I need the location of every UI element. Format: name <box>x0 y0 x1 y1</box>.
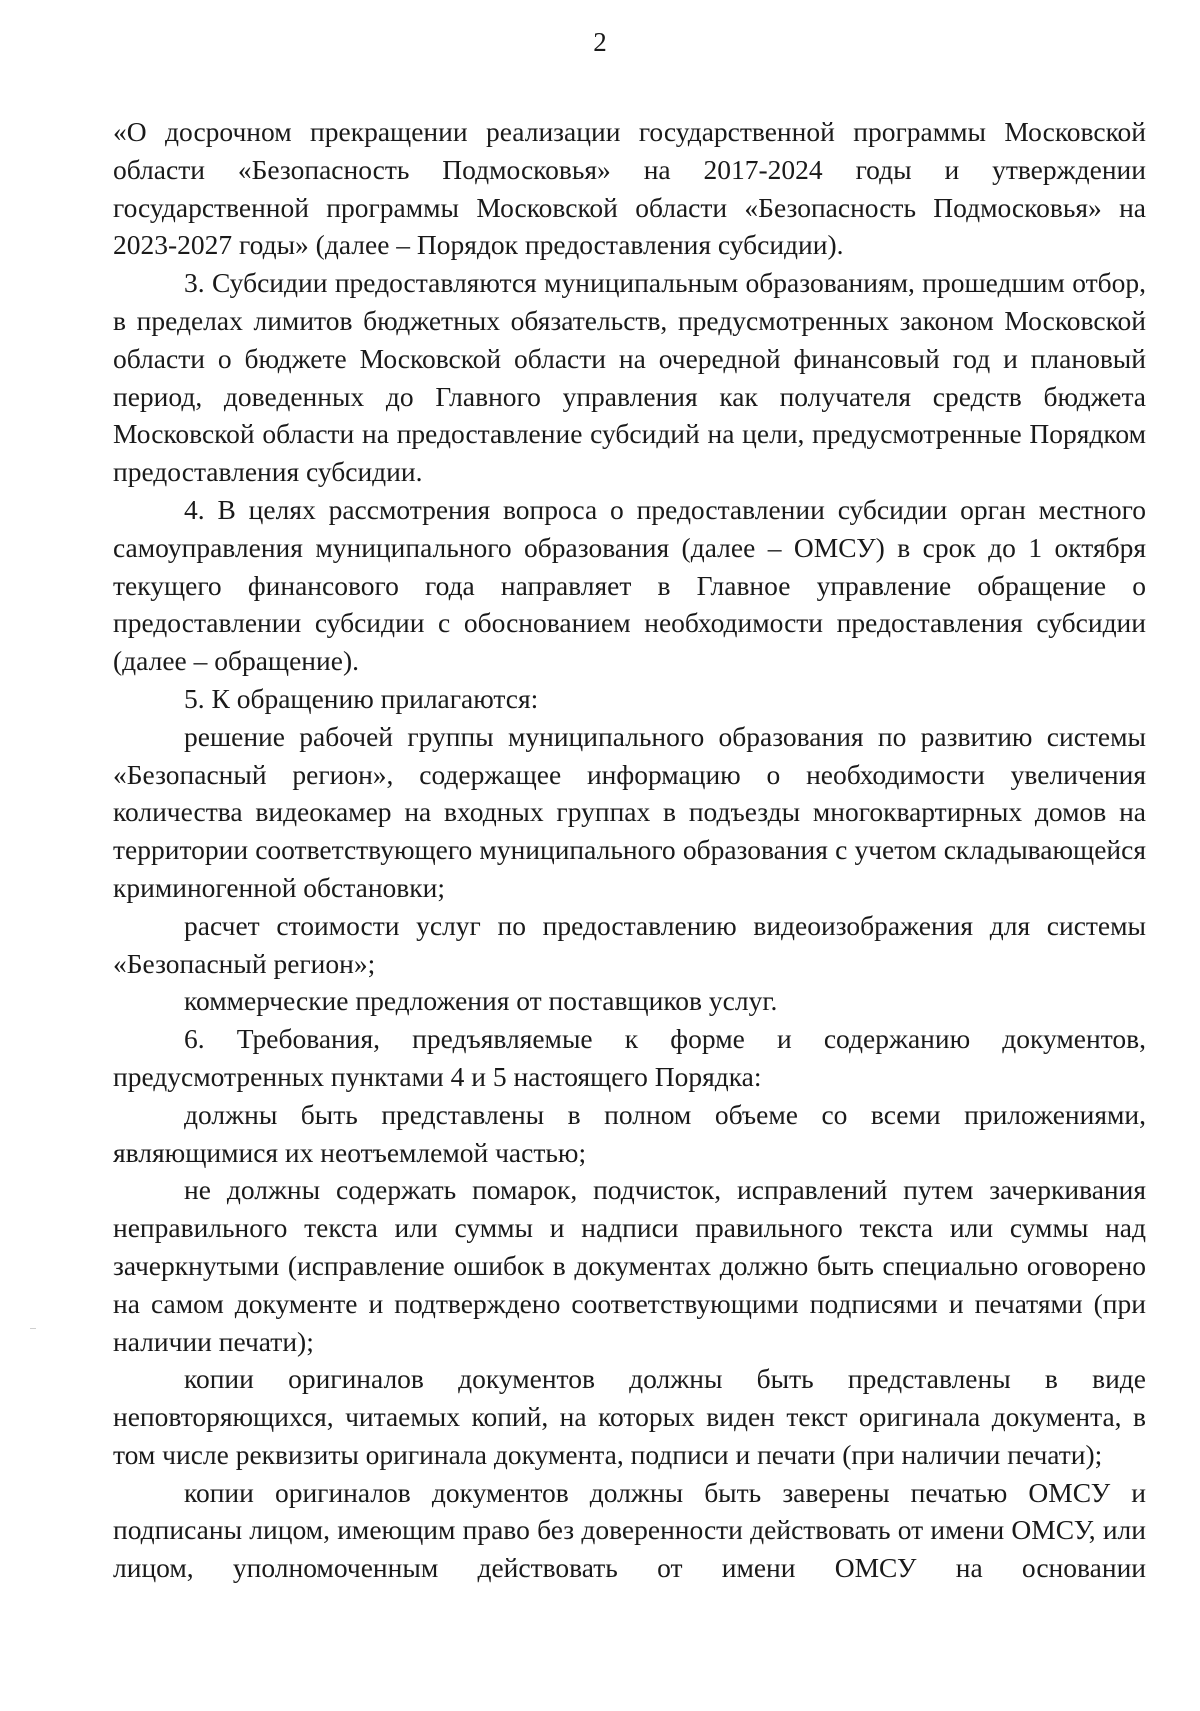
paragraph-requirement-readable-copies: копии оригиналов документов должны быть представлены в виде неповторяющихся, читаемых копий, на которых виден текст оригинала документа, в том числе реквизиты оригинала документа, подписи и печати (при наличии печати); <box>113 1363 1146 1470</box>
paragraph-item-6: 6. Требования, предъявляемые к форме и содержанию документов, предусмотренных пунктами 4 и 5 настоящего Порядка: <box>113 1023 1146 1092</box>
paragraph-item-4: 4. В целях рассмотрения вопроса о предоставлении субсидии орган местного самоуправления муниципального образования (далее – ОМСУ) в срок до 1 октября текущего финансового года направляет в Главное управление обращение о предоставлении субсидии с обоснованием необходимости предоставления субсидии (далее – обращение). <box>113 493 1146 677</box>
paragraph-commercial-offers: коммерческие предложения от поставщиков услуг. <box>184 985 778 1017</box>
paragraph-cost-calculation: расчет стоимости услуг по предоставлению видеоизображения для системы «Безопасный регион»; <box>113 909 1146 979</box>
document-body <box>113 113 1146 1587</box>
paragraph-working-group-decision: решение рабочей группы муниципального образования по развитию системы «Безопасный регион», содержащее информацию о необходимости увеличения количества видеокамер на входных группах в подъезды многоквартирных домов на территории соответствующего муниципального образования с учетом складывающейся криминогенной обстановки; <box>113 720 1146 903</box>
scan-margin-mark <box>30 1328 36 1329</box>
paragraph-continuation: «О досрочном прекращении реализации государственной программы Московской области «Безопасность Подмосковья» на 2017-2024 годы и утверждении государственной программы Московской области «Безопасность Подмосковья» на 2023-2027 годы» (далее – Порядок предоставления субсидии). <box>113 116 1146 261</box>
paragraph-requirement-complete: должны быть представлены в полном объеме со всеми приложениями, являющимися их неотъемлемой частью; <box>113 1098 1146 1168</box>
page-number: 2 <box>593 27 607 57</box>
paragraph-item-3: 3. Субсидии предоставляются муниципальным образованиям, прошедшим отбор, в пределах лимитов бюджетных обязательств, предусмотренных законом Московской области о бюджете Московской области на очередной финансовый год и плановый период, доведенных до Главного управления как получателя средств бюджета Московской области на предоставление субсидий на цели, предусмотренные Порядком предоставления субсидии. <box>113 267 1146 488</box>
paragraph-item-5: 5. К обращению прилагаются: <box>184 682 539 714</box>
paragraph-requirement-certified-copies: копии оригиналов документов должны быть заверены печатью ОМСУ и подписаны лицом, имеющим право без доверенности действовать от имени ОМСУ, или лицом, уполномоченным действовать от имени ОМСУ на основании <box>113 1476 1146 1584</box>
paragraph-requirement-no-corrections: не должны содержать помарок, подчисток, исправлений путем зачеркивания неправильного текста или суммы и надписи правильного текста или суммы над зачеркнутыми (исправление ошибок в документах должно быть специально оговорено на самом документе и подтверждено соответствующими подписями и печатями (при наличии печати); <box>113 1174 1146 1357</box>
